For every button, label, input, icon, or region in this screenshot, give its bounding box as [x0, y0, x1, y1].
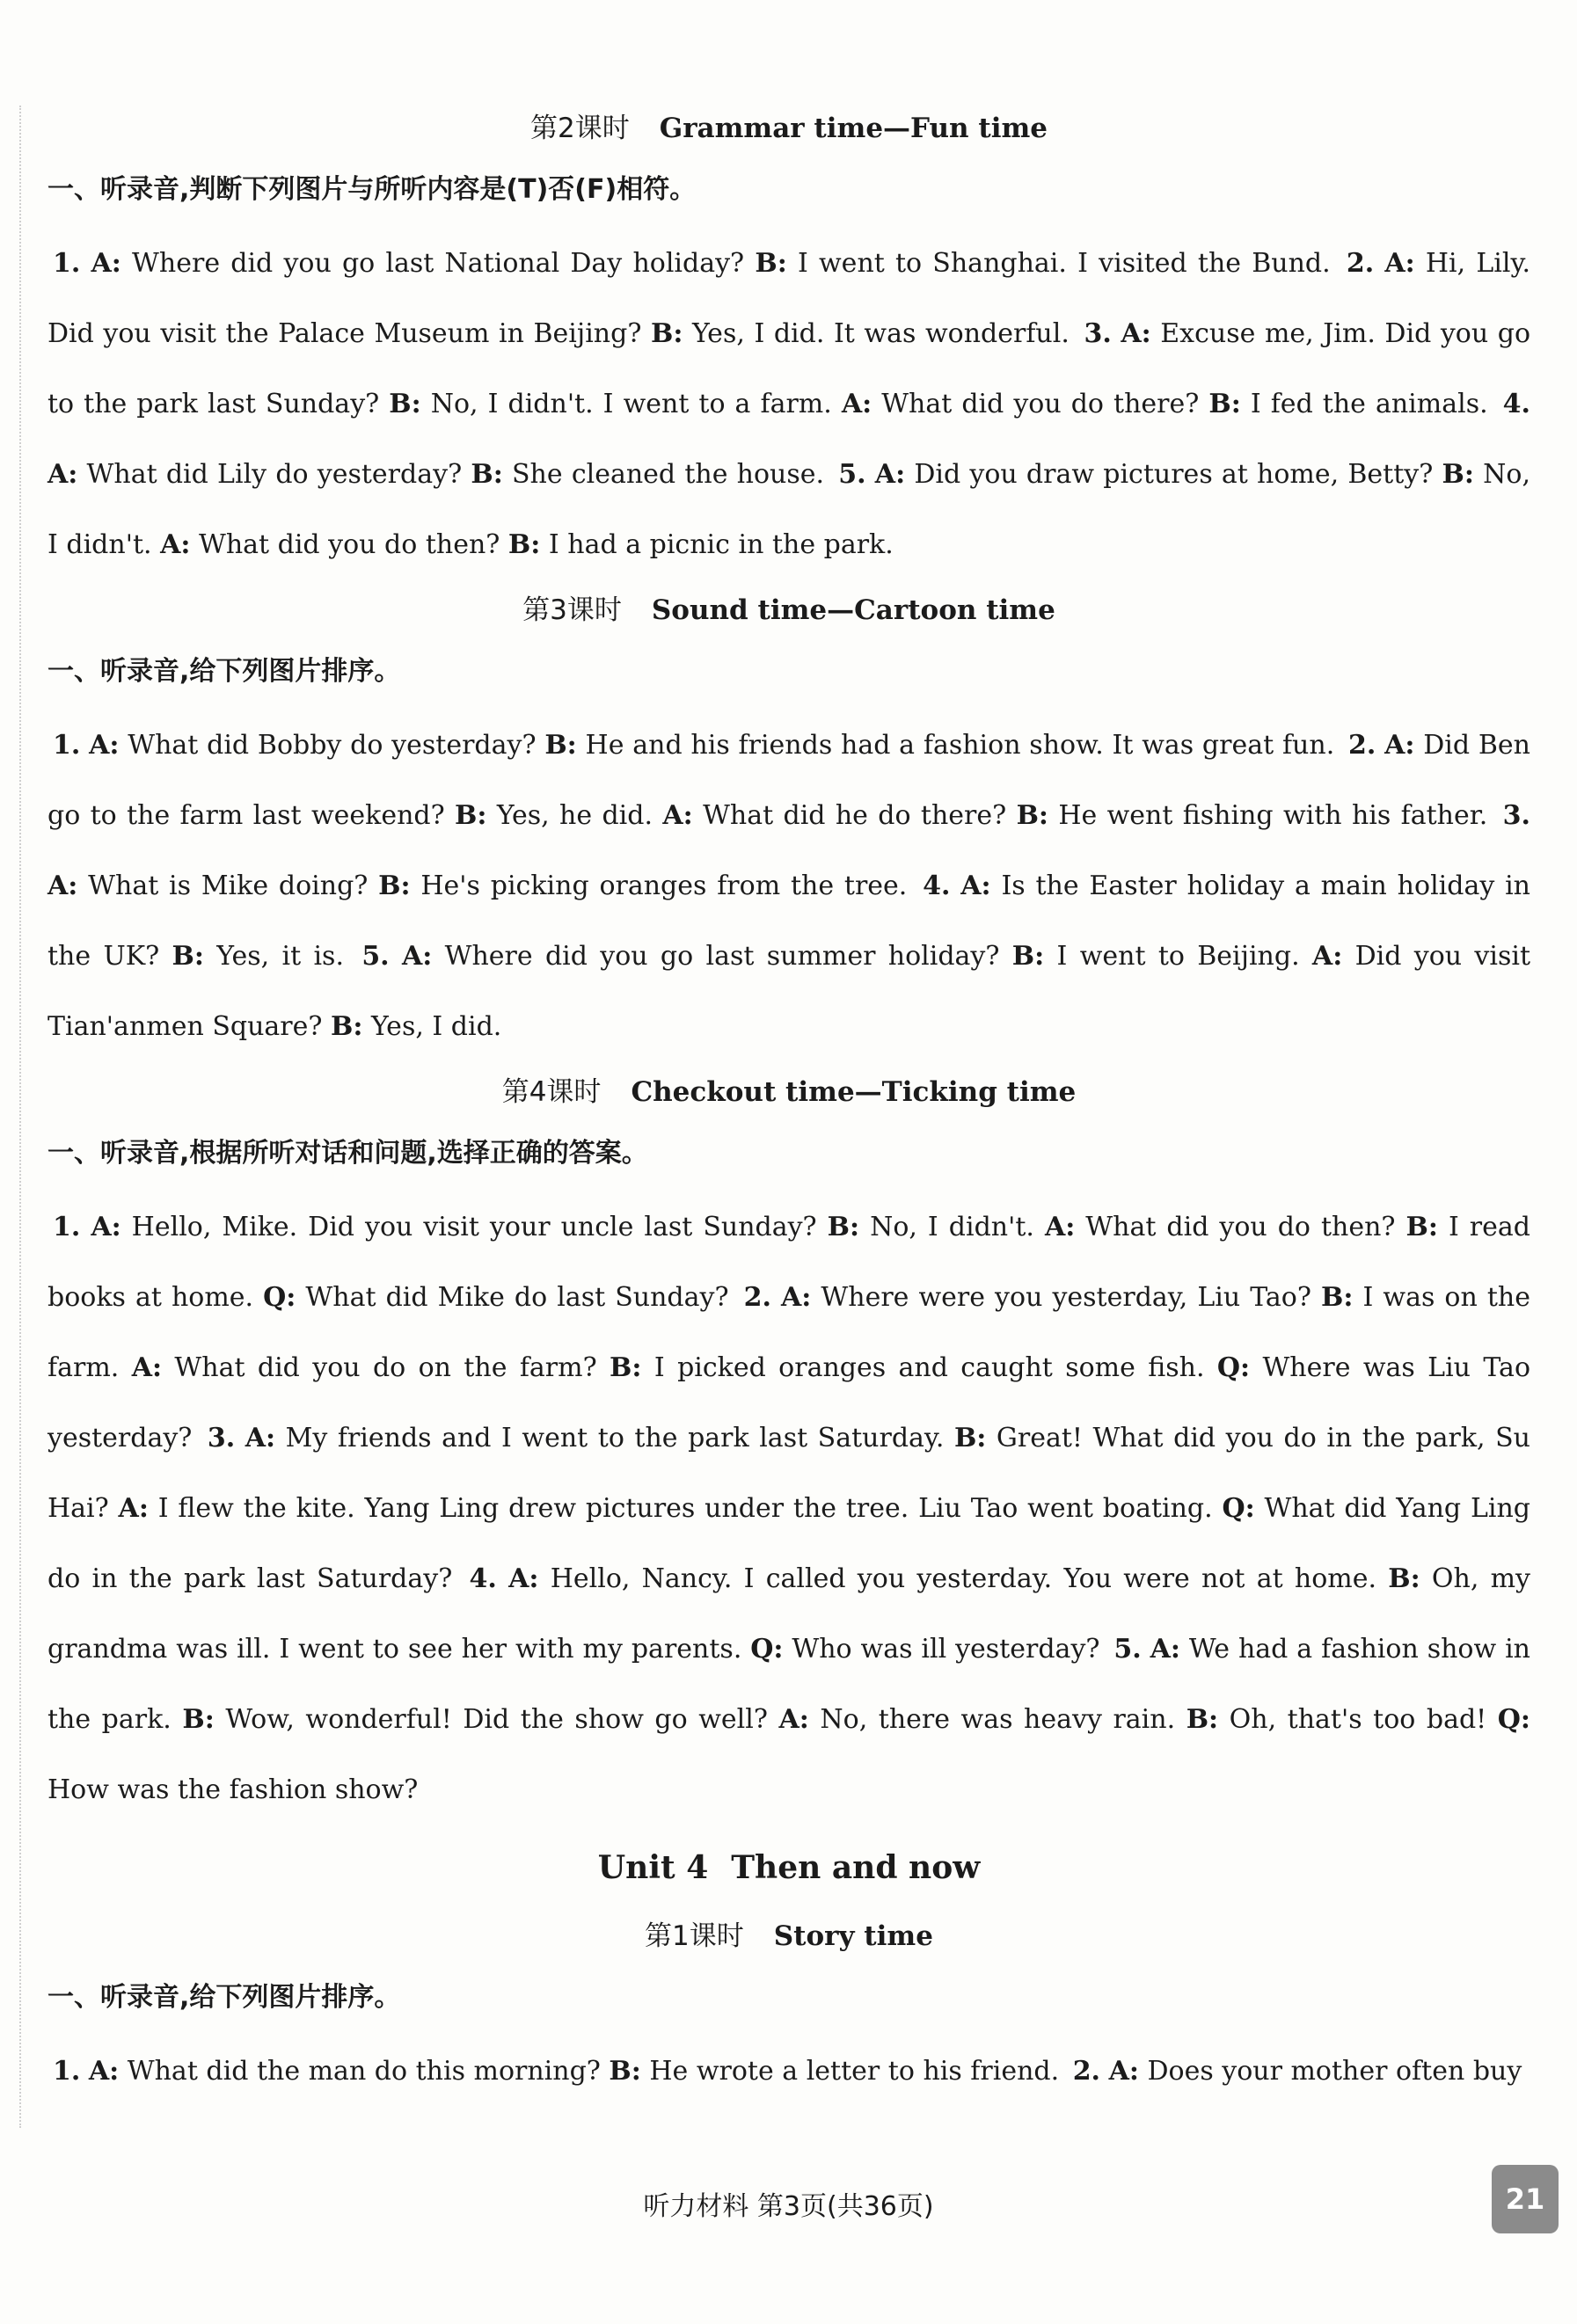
speaker-label: A: — [781, 1282, 812, 1313]
lesson-number: 第1课时 — [645, 1920, 744, 1952]
lesson-section — [47, 591, 1530, 1062]
lesson-section — [47, 109, 1530, 580]
speaker-label: Q: — [1216, 1352, 1251, 1383]
speaker-label: B: — [507, 529, 541, 560]
item-number: 5. — [1113, 1634, 1142, 1665]
speaker-label: A: — [91, 248, 121, 279]
page-content — [47, 109, 1530, 2117]
dialogue-text: Wow, wonderful! Did the show go well? — [214, 1704, 779, 1735]
unit-title — [47, 1843, 1530, 1892]
item-number: 5. — [361, 941, 390, 972]
dialogue-text: I went to Shanghai. I visited the Bund. — [786, 248, 1341, 279]
unit-label: Unit 4 — [597, 1849, 709, 1886]
speaker-label: B: — [1011, 941, 1045, 972]
dialogue-text: Hello, Mike. Did you visit your uncle last Sunday? — [120, 1212, 828, 1242]
lesson-title — [47, 591, 1530, 630]
dialogue-text: I was on the farm. — [47, 1282, 1530, 1383]
speaker-label: A: — [1108, 2056, 1139, 2087]
dialogue-text: What did Yang Ling do in the park last Saturday? — [47, 1493, 1530, 1594]
item-number: 4. — [1502, 389, 1530, 419]
dialogue-text: I went to Beijing. — [1044, 941, 1312, 972]
lesson-name: Story time — [773, 1920, 933, 1952]
speaker-label: A: — [160, 529, 191, 560]
item-number: 1. — [53, 2056, 81, 2087]
speaker-label: B: — [609, 2056, 641, 2087]
speaker-label: A: — [874, 459, 906, 490]
speaker-label: A: — [1311, 941, 1343, 972]
speaker-label: B: — [544, 730, 577, 761]
speaker-label: A: — [1150, 1634, 1180, 1665]
item-number: 2. — [1072, 2056, 1101, 2087]
lesson-name: Sound time—Cartoon time — [651, 594, 1055, 626]
dialogue-text: How was the fashion show? — [47, 1774, 419, 1805]
item-number: 2. — [743, 1282, 771, 1313]
dialogue-text: Is the Easter holiday a main holiday in the UK? — [47, 871, 1531, 972]
dialogue-text: Yes, I did. — [362, 1011, 502, 1042]
lesson-section — [47, 1073, 1530, 1825]
dialogue-text: Oh, my grandma was ill. I went to see her with my parents. — [47, 1563, 1531, 1665]
dialogue-text: Did you visit Tian'anmen Square? — [47, 941, 1530, 1042]
speaker-label: B: — [471, 459, 503, 490]
binding-margin-rule — [19, 106, 21, 2128]
dialogue-text: No, there was heavy rain. — [808, 1704, 1186, 1735]
lesson-title — [47, 1917, 1530, 1956]
dialogue-text: He's picking oranges from the tree. — [410, 871, 918, 901]
dialogue-text: Great! What did you do in the park, Su Hai? — [47, 1423, 1530, 1524]
speaker-label: B: — [389, 389, 421, 419]
dialogue-text: Yes, it is. — [203, 941, 357, 972]
transcript-paragraph — [47, 229, 1530, 580]
dialogue-text: What did the man do this morning? — [119, 2056, 610, 2087]
dialogue-text: Did Ben go to the farm last weekend? — [47, 730, 1530, 831]
dialogue-text: What did you do on the farm? — [162, 1352, 610, 1383]
speaker-label: B: — [1442, 459, 1474, 490]
dialogue-text: I picked oranges and caught some fish. — [641, 1352, 1217, 1383]
lesson-number: 第2课时 — [529, 113, 630, 144]
dialogue-text: What did Bobby do yesterday? — [119, 730, 545, 761]
dialogue-text: My friends and I went to the park last Saturday. — [275, 1423, 954, 1453]
speaker-label: B: — [331, 1011, 363, 1042]
speaker-label: B: — [182, 1704, 215, 1735]
item-number: 3. — [1502, 800, 1530, 831]
speaker-label: A: — [118, 1493, 149, 1524]
dialogue-text: What did he do there? — [692, 800, 1017, 831]
exercise-instruction: 一、听录音,给下列图片排序。 — [47, 656, 401, 687]
lesson-name: Grammar time—Fun time — [659, 113, 1048, 144]
dialogue-text: He went fishing with his father. — [1048, 800, 1498, 831]
dialogue-text: Where did you go last National Day holiday? — [120, 248, 756, 279]
unit-name: Then and now — [731, 1849, 981, 1886]
dialogue-text: What did you do then? — [1075, 1212, 1406, 1242]
speaker-label: B: — [172, 941, 204, 972]
speaker-label: B: — [650, 318, 683, 349]
dialogue-text: Who was ill yesterday? — [783, 1634, 1109, 1665]
speaker-label: B: — [1405, 1212, 1438, 1242]
dialogue-text: I had a picnic in the park. — [540, 529, 894, 560]
dialogue-text: What did Mike do last Sunday? — [296, 1282, 739, 1313]
transcript-paragraph — [47, 2036, 1530, 2107]
dialogue-text: She cleaned the house. — [502, 459, 834, 490]
speaker-label: A: — [1384, 730, 1415, 761]
dialogue-text: Yes, he did. — [486, 800, 663, 831]
dialogue-text: I read books at home. — [47, 1212, 1530, 1313]
lesson-name: Checkout time—Ticking time — [631, 1076, 1077, 1108]
dialogue-text: Yes, I did. It was wonderful. — [683, 318, 1079, 349]
dialogue-text: He and his friends had a fashion show. It was great fun. — [576, 730, 1343, 761]
dialogue-text: No, I didn't. — [859, 1212, 1045, 1242]
dialogue-text: Where did you go last summer holiday? — [432, 941, 1012, 972]
speaker-label: A: — [89, 730, 120, 761]
dialogue-text: I flew the kite. Yang Ling drew pictures under the tree. Liu Tao went boating. — [148, 1493, 1223, 1524]
item-number: 4. — [923, 871, 951, 901]
item-number: 1. — [53, 248, 81, 279]
dialogue-text: Excuse me, Jim. Did you go to the park last Sunday? — [47, 318, 1530, 419]
dialogue-text: He wrote a letter to his friend. — [640, 2056, 1068, 2087]
exercise-instruction: 一、听录音,根据所听对话和问题,选择正确的答案。 — [47, 1138, 648, 1169]
dialogue-text: What did Lily do yesterday? — [77, 459, 471, 490]
exercise-instruction: 一、听录音,给下列图片排序。 — [47, 1982, 401, 2013]
speaker-label: A: — [47, 871, 78, 901]
dialogue-text: What is Mike doing? — [77, 871, 379, 901]
lesson-number: 第4课时 — [501, 1076, 602, 1108]
dialogue-text: No, I didn't. — [47, 459, 1530, 560]
unit-lesson — [47, 1917, 1530, 2107]
speaker-label: Q: — [263, 1282, 296, 1313]
speaker-label: A: — [1121, 318, 1151, 349]
speaker-label: B: — [953, 1423, 987, 1453]
dialogue-text: No, I didn't. I went to a farm. — [420, 389, 842, 419]
speaker-label: A: — [131, 1352, 163, 1383]
lesson-number: 第3课时 — [522, 594, 622, 626]
speaker-label: B: — [1388, 1563, 1420, 1594]
speaker-label: B: — [378, 871, 411, 901]
dialogue-text: Hello, Nancy. I called you yesterday. You were not at home. — [538, 1563, 1389, 1594]
transcript-paragraph — [47, 710, 1530, 1062]
speaker-label: B: — [1186, 1704, 1219, 1735]
lesson-title — [47, 1073, 1530, 1111]
dialogue-text: Oh, that's too bad! — [1218, 1704, 1498, 1735]
dialogue-text: What did you do there? — [872, 389, 1209, 419]
speaker-label: A: — [1384, 248, 1415, 279]
speaker-label: B: — [1321, 1282, 1354, 1313]
dialogue-text: Did you draw pictures at home, Betty? — [905, 459, 1442, 490]
dialogue-text: Where was Liu Tao yesterday? — [47, 1352, 1531, 1453]
speaker-label: A: — [401, 941, 433, 972]
speaker-label: A: — [662, 800, 693, 831]
lesson-title — [47, 109, 1530, 148]
speaker-label: A: — [841, 389, 872, 419]
speaker-label: Q: — [1497, 1704, 1530, 1735]
item-number: 2. — [1346, 248, 1375, 279]
dialogue-text: I fed the animals. — [1240, 389, 1498, 419]
speaker-label: A: — [778, 1704, 809, 1735]
speaker-label: A: — [245, 1423, 276, 1453]
speaker-label: Q: — [1222, 1493, 1255, 1524]
item-number: 3. — [1084, 318, 1112, 349]
item-number: 4. — [469, 1563, 497, 1594]
exercise-instruction: 一、听录音,判断下列图片与所听内容是(T)否(F)相符。 — [47, 174, 697, 205]
dialogue-text: Does your mother often buy — [1138, 2056, 1522, 2087]
speaker-label: A: — [1044, 1212, 1076, 1242]
speaker-label: B: — [455, 800, 487, 831]
dialogue-text: What did you do then? — [190, 529, 508, 560]
dialogue-text: We had a fashion show in the park. — [47, 1634, 1530, 1735]
speaker-label: B: — [827, 1212, 860, 1242]
item-number: 5. — [838, 459, 866, 490]
item-number: 2. — [1348, 730, 1376, 761]
lesson-section — [47, 1917, 1530, 2107]
speaker-label: A: — [508, 1563, 539, 1594]
speaker-label: A: — [960, 871, 991, 901]
speaker-label: A: — [47, 459, 78, 490]
speaker-label: B: — [1208, 389, 1241, 419]
speaker-label: B: — [610, 1352, 642, 1383]
speaker-label: A: — [88, 2056, 120, 2087]
item-number: 3. — [207, 1423, 236, 1453]
speaker-label: A: — [91, 1212, 121, 1242]
speaker-label: Q: — [750, 1634, 784, 1665]
item-number: 1. — [53, 1212, 81, 1242]
footer-caption: 听力材料 第3页(共36页) — [643, 2191, 934, 2222]
transcript-paragraph — [47, 1192, 1530, 1825]
lessons — [47, 109, 1530, 1825]
speaker-label: B: — [1016, 800, 1048, 831]
dialogue-text: Where were you yesterday, Liu Tao? — [811, 1282, 1321, 1313]
item-number: 1. — [53, 730, 81, 761]
speaker-label: B: — [755, 248, 787, 279]
dialogue-text: Hi, Lily. Did you visit the Palace Museum in Beijing? — [47, 248, 1530, 349]
page-number-badge: 21 — [1492, 2165, 1559, 2233]
